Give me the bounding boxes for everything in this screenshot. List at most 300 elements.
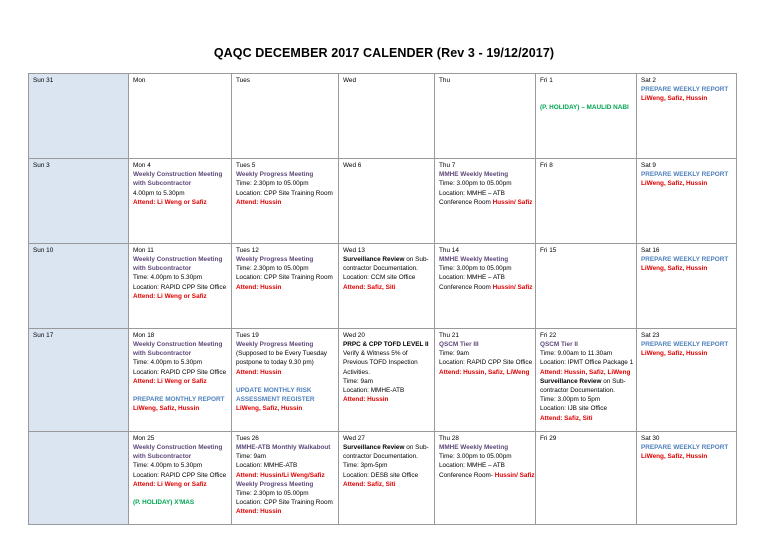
- event-text: Location: MMHE – ATB: [439, 274, 505, 282]
- event-line: [133, 368, 227, 377]
- event-text: Location: MMHE-ATB: [236, 462, 298, 470]
- event-text: Attend: Li Weng or Safiz: [133, 292, 207, 300]
- event-line: [540, 368, 632, 377]
- event-text: Time: 3.00pm to 05.00pm: [439, 453, 512, 461]
- event-line: [133, 349, 227, 358]
- event-text: Location: CPP Site Training Room: [236, 189, 333, 197]
- event-line: [133, 170, 227, 179]
- event-line: [236, 358, 334, 367]
- event-text: (P. HOLIDAY) X'MAS: [133, 498, 195, 506]
- event-text: Location: CCM site Office: [343, 274, 416, 282]
- event-line: [236, 443, 334, 452]
- calendar-day-cell: [536, 431, 637, 524]
- event-line: [439, 471, 535, 480]
- attendees-text: Hussin/ Safiz: [492, 283, 533, 291]
- event-line: [133, 292, 227, 301]
- event-text: 4.00pm to 5.30pm: [133, 189, 185, 197]
- calendar-day-cell: [339, 328, 435, 431]
- calendar-day-cell: [232, 158, 339, 243]
- event-line: [236, 489, 334, 498]
- event-line: [133, 480, 227, 489]
- calendar-week-row: [29, 74, 737, 159]
- day-label: [236, 434, 334, 443]
- event-line: [133, 498, 227, 507]
- calendar-day-cell: [129, 158, 232, 243]
- event-text: Attend: Li Weng or Safiz: [133, 198, 207, 206]
- event-text: Location: MMHE – ATB: [439, 189, 505, 197]
- event-line: [133, 264, 227, 273]
- event-text: Sat 23: [641, 331, 660, 339]
- event-line: [343, 358, 430, 367]
- day-label: [133, 434, 227, 443]
- calendar-week-row: [29, 243, 737, 328]
- day-label: [33, 76, 124, 85]
- event-line: [133, 452, 227, 461]
- event-text: Time: 3pm-5pm: [343, 462, 388, 470]
- event-line: [236, 349, 334, 358]
- day-label: [439, 161, 531, 170]
- event-text: Weekly Progress Meeting: [236, 171, 314, 179]
- event-text: MMHE-ATB Monthly Walkabout: [236, 443, 331, 451]
- event-text: LiWeng, Safiz, Hussin: [641, 350, 708, 358]
- event-text: Location: IPMT Office Package 1: [540, 359, 634, 367]
- event-text: postpone to today 9.30 pm): [236, 359, 314, 367]
- calendar-week-row: [29, 431, 737, 524]
- event-text: Thu: [439, 77, 451, 84]
- calendar-day-cell: [435, 328, 536, 431]
- calendar-day-cell: [29, 328, 129, 431]
- event-text: Attend: Hussin: [236, 283, 282, 291]
- event-line: [439, 179, 531, 188]
- event-text: Mon 25: [133, 434, 155, 442]
- day-label: [540, 161, 632, 170]
- event-text: Fri 22: [540, 331, 557, 339]
- day-label: [33, 246, 124, 255]
- calendar-day-cell: [435, 431, 536, 524]
- event-line: [439, 443, 531, 452]
- event-text: Fri 15: [540, 246, 557, 254]
- event-text: contractor Documentation.: [343, 265, 418, 273]
- event-line: [133, 283, 227, 292]
- calendar-day-cell: [339, 243, 435, 328]
- event-text: Weekly Construction Meeting: [133, 171, 223, 179]
- event-line: [133, 189, 227, 198]
- day-label: [343, 434, 430, 443]
- day-label: [641, 331, 732, 340]
- event-text: Weekly Progress Meeting: [236, 480, 314, 488]
- event-text: Wed 27: [343, 434, 365, 442]
- event-text: contractor Documentation.: [540, 386, 615, 394]
- event-line: [236, 170, 334, 179]
- event-line: [343, 273, 430, 282]
- event-line: [343, 452, 430, 461]
- calendar-day-cell: [435, 243, 536, 328]
- event-text: PREPARE WEEKLY REPORT: [641, 86, 729, 94]
- event-line: [439, 283, 531, 292]
- event-line: [236, 404, 334, 413]
- event-text: Tues: [236, 77, 250, 84]
- event-text: Surveillance Review: [343, 256, 405, 264]
- event-line: [641, 94, 732, 103]
- event-line: [439, 340, 531, 349]
- event-text: Weekly Progress Meeting: [236, 256, 314, 264]
- event-line: [133, 377, 227, 386]
- event-line: [236, 386, 334, 395]
- event-line: [343, 386, 430, 395]
- event-text: Location: MMHE – ATB: [439, 462, 505, 470]
- event-text: Wed 6: [343, 161, 362, 169]
- event-line: [641, 443, 732, 452]
- event-text: Location: RAPID CPP Site Office: [133, 368, 227, 376]
- event-text: Sat 16: [641, 246, 660, 254]
- event-text: Weekly Progress Meeting: [236, 340, 314, 348]
- event-line: [133, 340, 227, 349]
- event-line: [236, 395, 334, 404]
- page-title: QAQC DECEMBER 2017 CALENDER (Rev 3 - 19/12/2017): [213, 46, 555, 60]
- event-text: Wed: [343, 77, 357, 84]
- event-text: MMHE Weekly Meeting: [439, 256, 509, 264]
- event-text: Activities.: [343, 368, 370, 376]
- event-line: [133, 461, 227, 470]
- event-line: [236, 179, 334, 188]
- event-line: [133, 443, 227, 452]
- event-line: [236, 368, 334, 377]
- event-line: [540, 340, 632, 349]
- event-text: QSCM Tier III: [439, 340, 479, 348]
- event-text: Sat 30: [641, 434, 660, 442]
- event-line: [343, 255, 430, 264]
- day-label: [540, 246, 632, 255]
- event-text: Time: 4.00pm to 5.30pm: [133, 359, 203, 367]
- event-line: [439, 349, 531, 358]
- event-text: LiWeng, Safiz, Hussin: [133, 405, 200, 413]
- calendar-day-cell: [637, 243, 737, 328]
- event-text: ASSESSMENT REGISTER: [236, 395, 315, 403]
- event-text: Time: 2.30pm to 05.00pm: [236, 489, 309, 497]
- event-text: Sun 17: [33, 331, 54, 339]
- event-line: [641, 349, 732, 358]
- event-line: [641, 340, 732, 349]
- event-text: Location: CPP Site Training Room: [236, 274, 333, 282]
- calendar-day-cell: [232, 74, 339, 159]
- event-line: [343, 471, 430, 480]
- calendar-table: [28, 73, 737, 525]
- event-text: Thu 14: [439, 246, 459, 254]
- event-line: [133, 198, 227, 207]
- day-label: [343, 76, 430, 85]
- event-line: [236, 461, 334, 470]
- day-label: [439, 246, 531, 255]
- event-text: Conference Room-: [439, 471, 495, 479]
- event-text: Mon 18: [133, 331, 155, 339]
- event-line: [236, 283, 334, 292]
- event-text: Fri 8: [540, 161, 553, 169]
- event-line: [439, 452, 531, 461]
- calendar-day-cell: [339, 431, 435, 524]
- event-text: Time: 4.00pm to 5.30pm: [133, 462, 203, 470]
- event-line: [236, 498, 334, 507]
- event-text: Location: DESB site Office: [343, 471, 419, 479]
- event-text: Conference Room: [439, 198, 493, 206]
- event-line: [236, 507, 334, 516]
- calendar-day-cell: [129, 74, 232, 159]
- event-line: [641, 255, 732, 264]
- attendees-text: Hussin/ Safiz: [494, 471, 535, 479]
- event-line: [641, 452, 732, 461]
- event-line: [641, 264, 732, 273]
- calendar-day-cell: [435, 74, 536, 159]
- event-text: Sat 9: [641, 161, 656, 169]
- event-line: [439, 170, 531, 179]
- event-text: Attend: Hussin: [236, 198, 282, 206]
- day-label: [133, 246, 227, 255]
- event-text: with Subcontractor: [133, 180, 192, 188]
- event-line: [236, 340, 334, 349]
- day-label: [439, 434, 531, 443]
- event-text: Location: IJB site Office: [540, 405, 608, 413]
- calendar-day-cell: [29, 431, 129, 524]
- calendar-day-cell: [536, 158, 637, 243]
- event-text: MMHE Weekly Meeting: [439, 171, 509, 179]
- event-text: contractor Documentation.: [343, 453, 418, 461]
- event-line: [133, 395, 227, 404]
- event-text: Location: CPP Site Training Room: [236, 499, 333, 507]
- event-text: Tues 19: [236, 331, 259, 339]
- event-text: Location: RAPID CPP Site Office: [439, 359, 533, 367]
- event-text: Time: 4.00pm to 5.30pm: [133, 274, 203, 282]
- event-text: Attend: Safiz, Siti: [343, 480, 396, 488]
- event-line: [641, 85, 732, 94]
- day-label: [343, 331, 430, 340]
- calendar-day-cell: [129, 243, 232, 328]
- event-text: Tues 5: [236, 161, 256, 169]
- event-text: Weekly Construction Meeting: [133, 256, 223, 264]
- event-line: [439, 461, 531, 470]
- event-text: LiWeng, Safiz, Hussin: [236, 405, 303, 413]
- event-text: Sun 3: [33, 161, 50, 169]
- event-text: LiWeng, Safiz, Hussin: [641, 180, 708, 188]
- event-text: with Subcontractor: [133, 350, 192, 358]
- calendar-day-cell: [339, 74, 435, 159]
- event-line: [343, 461, 430, 470]
- event-text: Time: 9.00am to 11.30am: [540, 350, 613, 358]
- event-line: [439, 264, 531, 273]
- event-text: PREPARE WEEKLY REPORT: [641, 171, 729, 179]
- day-label: [641, 434, 732, 443]
- day-label: [33, 331, 124, 340]
- event-line: [343, 349, 430, 358]
- event-line: [343, 264, 430, 273]
- day-label: [343, 161, 430, 170]
- day-label: [236, 76, 334, 85]
- event-text: Attend: Hussin: [236, 508, 282, 516]
- calendar-day-cell: [232, 328, 339, 431]
- event-text: (P. HOLIDAY) – MAULID NABI: [540, 104, 629, 112]
- day-label: [133, 76, 227, 85]
- event-text: UPDATE MONTHLY RISK: [236, 386, 312, 394]
- event-text: Mon 11: [133, 246, 154, 254]
- event-line: [343, 377, 430, 386]
- event-text: LiWeng, Safiz, Hussin: [641, 95, 708, 103]
- event-line: [540, 349, 632, 358]
- event-text-suffix: on Sub-: [601, 377, 626, 385]
- event-line: [641, 179, 732, 188]
- event-line: [540, 358, 632, 367]
- event-text: Time: 3.00pm to 05.00pm: [439, 180, 512, 188]
- event-text: Time: 3.00pm to 05.00pm: [439, 265, 512, 273]
- event-text: LiWeng, Safiz, Hussin: [641, 453, 708, 461]
- calendar-day-cell: [29, 74, 129, 159]
- event-text: Sat 2: [641, 77, 656, 84]
- calendar-day-cell: [637, 74, 737, 159]
- event-line: [236, 255, 334, 264]
- event-text: Thu 28: [439, 434, 459, 442]
- event-line: [540, 404, 632, 413]
- day-label: [439, 76, 531, 85]
- event-line: [540, 414, 632, 423]
- event-text: Previous TOFD Inspection: [343, 359, 418, 367]
- event-line: [133, 489, 227, 498]
- event-text: PREPARE WEEKLY REPORT: [641, 443, 729, 451]
- event-text: Time: 3.00pm to 5pm: [540, 396, 601, 404]
- event-line: [133, 404, 227, 413]
- event-text: Fri 29: [540, 434, 557, 442]
- event-line: [439, 189, 531, 198]
- event-line: [540, 85, 632, 103]
- event-text: Location: MMHE-ATB: [343, 386, 405, 394]
- event-text: PREPARE WEEKLY REPORT: [641, 256, 729, 264]
- day-label: [133, 331, 227, 340]
- event-line: [133, 358, 227, 367]
- event-line: [343, 395, 430, 404]
- day-label: [236, 246, 334, 255]
- event-line: [439, 368, 531, 377]
- event-line: [540, 386, 632, 395]
- event-line: [540, 103, 632, 112]
- event-text: Location: RAPID CPP Site Office: [133, 283, 227, 291]
- event-text: Location: RAPID CPP Site Office: [133, 471, 227, 479]
- day-label: [641, 246, 732, 255]
- event-line: [133, 386, 227, 395]
- day-label: [540, 434, 632, 443]
- event-text: Time: 9am: [439, 350, 469, 358]
- event-line: [133, 255, 227, 264]
- event-line: [540, 377, 632, 386]
- event-text: Attend: Li Weng or Safiz: [133, 377, 207, 385]
- calendar-day-cell: [29, 243, 129, 328]
- event-text: PRPC & CPP TOFD LEVEL II: [343, 340, 429, 348]
- event-text: Attend: Hussin, Safiz, LiWeng: [540, 368, 631, 376]
- event-text: Surveillance Review: [540, 377, 602, 385]
- event-line: [343, 340, 430, 349]
- event-text: with Subcontractor: [133, 453, 192, 461]
- event-line: [641, 170, 732, 179]
- event-text: Attend: Hussin, Safiz, LiWeng: [439, 368, 530, 376]
- event-line: [439, 198, 531, 207]
- calendar-day-cell: [232, 431, 339, 524]
- day-label: [641, 76, 732, 85]
- day-label: [439, 331, 531, 340]
- event-text: Mon 4: [133, 161, 151, 169]
- event-text: LiWeng, Safiz, Hussin: [641, 265, 708, 273]
- event-text: Weekly Construction Meeting: [133, 340, 223, 348]
- event-text: Surveillance Review: [343, 443, 405, 451]
- event-text: Tues 26: [236, 434, 259, 442]
- calendar-day-cell: [339, 158, 435, 243]
- event-text-suffix: on Sub-: [404, 256, 429, 264]
- event-text: Attend: Li Weng or Safiz: [133, 480, 207, 488]
- event-text: QSCM Tier II: [540, 340, 578, 348]
- event-text: Attend: Safiz, Siti: [540, 414, 593, 422]
- event-line: [439, 255, 531, 264]
- event-text: Time: 9am: [343, 377, 373, 385]
- event-text: Attend: Safiz, Siti: [343, 283, 396, 291]
- calendar-day-cell: [637, 431, 737, 524]
- event-line: [343, 480, 430, 489]
- event-line: [343, 443, 430, 452]
- event-text: Conference Room: [439, 283, 493, 291]
- calendar-day-cell: [637, 158, 737, 243]
- event-text: PREPARE WEEKLY REPORT: [641, 340, 729, 348]
- day-label: [343, 246, 430, 255]
- event-line: [236, 189, 334, 198]
- event-line: [343, 283, 430, 292]
- event-text: with Subcontractor: [133, 265, 192, 273]
- calendar-day-cell: [129, 431, 232, 524]
- event-text: Attend: Hussin: [236, 368, 282, 376]
- calendar-day-cell: [29, 158, 129, 243]
- event-text-suffix: on Sub-: [404, 443, 429, 451]
- event-text: Sun 31: [33, 77, 54, 84]
- event-text: Weekly Construction Meeting: [133, 443, 223, 451]
- event-text: Tues 12: [236, 246, 259, 254]
- event-line: [236, 198, 334, 207]
- event-line: [236, 471, 334, 480]
- event-line: [133, 273, 227, 282]
- event-text: PREPARE MONTHLY REPORT: [133, 395, 225, 403]
- event-line: [236, 452, 334, 461]
- event-line: [236, 273, 334, 282]
- event-text: Thu 7: [439, 161, 456, 169]
- event-text: (Supposed to be Every Tuesday: [236, 350, 327, 358]
- day-label: [133, 161, 227, 170]
- event-line: [439, 358, 531, 367]
- day-label: [236, 161, 334, 170]
- event-text: Time: 2.30pm to 05.00pm: [236, 265, 309, 273]
- event-text: Wed 20: [343, 331, 365, 339]
- calendar-day-cell: [536, 243, 637, 328]
- event-text: Thu 21: [439, 331, 459, 339]
- calendar-week-row: [29, 158, 737, 243]
- event-line: [133, 471, 227, 480]
- event-text: MMHE Weekly Meeting: [439, 443, 509, 451]
- event-text: Wed 13: [343, 246, 365, 254]
- event-text: Verify & Witness 5% of: [343, 350, 408, 358]
- day-label: [33, 161, 124, 170]
- event-text: Attend: Hussin: [343, 396, 389, 404]
- event-text: Time: 9am: [236, 453, 266, 461]
- event-line: [439, 273, 531, 282]
- event-line: [343, 368, 430, 377]
- day-label: [540, 76, 632, 85]
- event-text: Time: 2.30pm to 05.00pm: [236, 180, 309, 188]
- event-text: Attend: Hussin/Li Weng/Safiz: [236, 471, 325, 479]
- event-line: [236, 377, 334, 386]
- calendar-week-row: [29, 328, 737, 431]
- calendar-day-cell: [129, 328, 232, 431]
- event-text: Mon: [133, 77, 146, 84]
- event-text: Sun 10: [33, 246, 54, 254]
